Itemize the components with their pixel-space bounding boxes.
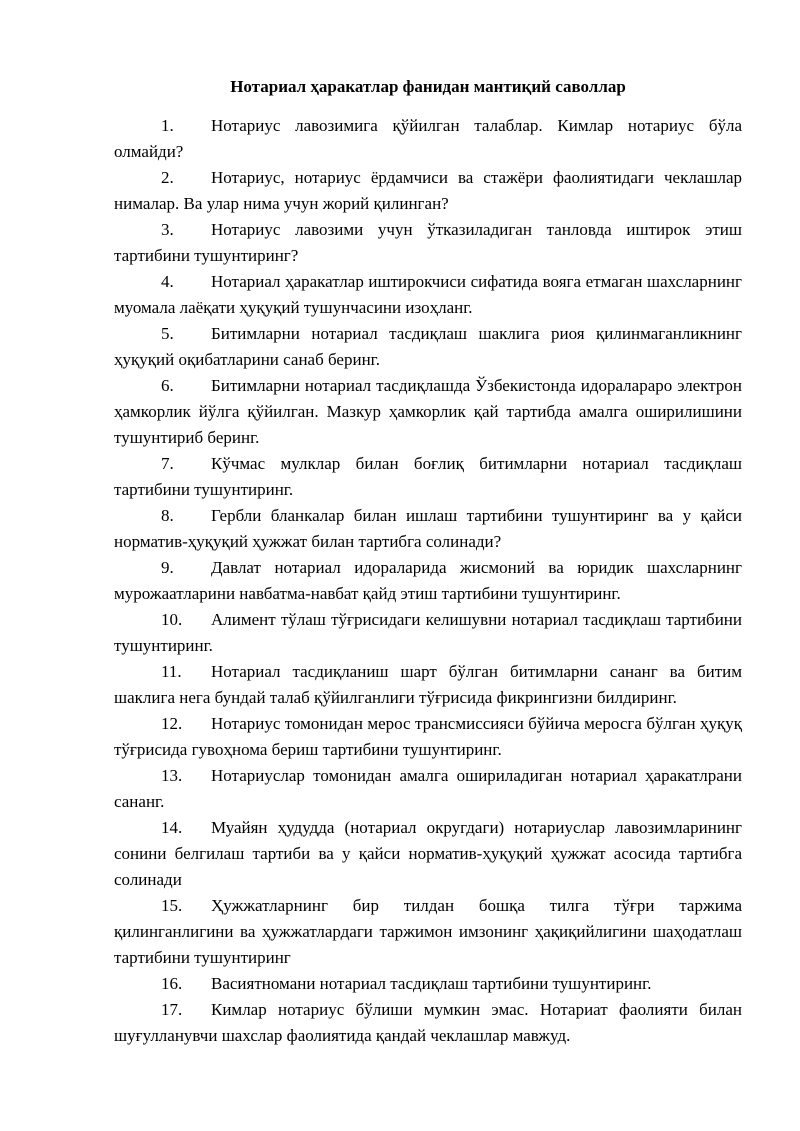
question-number: 9. bbox=[161, 558, 174, 577]
question-text: Нотариус томонидан мерос трансмиссияси бўйича меросга бўлган ҳуқуқ тўғрисида гувоҳнома бериш тартибини тушунтиринг. bbox=[114, 714, 742, 759]
question-item bbox=[114, 711, 742, 763]
question-text: Нотариус лавозимига қўйилган талаблар. Кимлар нотариус бўла олмайди? bbox=[114, 116, 742, 161]
question-number: 16. bbox=[161, 974, 183, 993]
question-item bbox=[114, 607, 742, 659]
question-text: Нотариус, нотариус ёрдамчиси ва стажёри фаолиятидаги чеклашлар нималар. Ва улар нима учун жорий қилинган? bbox=[114, 168, 742, 213]
question-text: Нотариус лавозими учун ўтказиладиган танловда иштирок этиш тартибини тушунтиринг? bbox=[114, 220, 742, 265]
question-item bbox=[114, 815, 742, 893]
question-item bbox=[114, 997, 742, 1049]
question-text: Нотариал ҳаракатлар иштирокчиси сифатида вояга етмаган шахсларнинг муомала лаёқати ҳуқуқий тушунчасини изоҳланг. bbox=[114, 272, 742, 317]
question-text: Битимларни нотариал тасдиқлаш шаклига риоя қилинмаганликнинг ҳуқуқий оқибатларини санаб беринг. bbox=[114, 324, 742, 369]
question-number: 1. bbox=[161, 116, 174, 135]
question-text: Муайян ҳудудда (нотариал округдаги) нотариуслар лавозимларининг сонини белгилаш тартиби ва у қайси норматив-ҳуқуқий ҳужжат асосида тартибга солинади bbox=[114, 818, 742, 889]
question-number: 8. bbox=[161, 506, 174, 525]
document-title: Нотариал ҳаракатлар фанидан мантиқий саволлар bbox=[230, 77, 626, 96]
question-number: 17. bbox=[161, 1000, 183, 1019]
question-number: 5. bbox=[161, 324, 174, 343]
question-item bbox=[114, 269, 742, 321]
question-item bbox=[114, 971, 742, 997]
question-number: 12. bbox=[161, 714, 183, 733]
question-number: 3. bbox=[161, 220, 174, 239]
question-text: Гербли бланкалар билан ишлаш тартибини тушунтиринг ва у қайси норматив-ҳуқуқий ҳужжат билан тартибга солинади? bbox=[114, 506, 742, 551]
question-number: 6. bbox=[161, 376, 174, 395]
question-number: 4. bbox=[161, 272, 174, 291]
question-item bbox=[114, 659, 742, 711]
question-item bbox=[114, 113, 742, 165]
question-item bbox=[114, 451, 742, 503]
question-text: Нотариал тасдиқланиш шарт бўлган битимларни сананг ва битим шаклига нега бундай талаб қўйилганлиги тўғрисида фикрингизни билдиринг. bbox=[114, 662, 742, 707]
question-list bbox=[114, 113, 742, 1049]
question-item bbox=[114, 503, 742, 555]
question-item bbox=[114, 555, 742, 607]
question-text: Кўчмас мулклар билан боғлиқ битимларни нотариал тасдиқлаш тартибини тушунтиринг. bbox=[114, 454, 742, 499]
question-text: Кимлар нотариус бўлиши мумкин эмас. Нотариат фаолияти билан шуғулланувчи шахслар фаолиятида қандай чеклашлар мавжуд. bbox=[114, 1000, 742, 1045]
question-number: 15. bbox=[161, 896, 183, 915]
question-item bbox=[114, 893, 742, 971]
question-text: Нотариуслар томонидан амалга ошириладиган нотариал ҳаракатлрани сананг. bbox=[114, 766, 742, 811]
question-text: Ҳужжатларнинг бир тилдан бошқа тилга тўғри таржима қилинганлигини ва ҳужжатлардаги таржимон имзонинг ҳақиқийлигини шаҳодатлаш тартибини тушунтиринг bbox=[114, 896, 742, 967]
question-item bbox=[114, 373, 742, 451]
question-text: Битимларни нотариал тасдиқлашда Ўзбекистонда идоралараро электрон ҳамкорлик йўлга қўйилган. Мазкур ҳамкорлик қай тартибда амалга оширилишини тушунтириб беринг. bbox=[114, 376, 742, 447]
question-text: Васиятномани нотариал тасдиқлаш тартибини тушунтиринг. bbox=[211, 974, 652, 993]
question-number: 2. bbox=[161, 168, 174, 187]
question-item bbox=[114, 165, 742, 217]
document-body bbox=[114, 74, 742, 1049]
question-item bbox=[114, 321, 742, 373]
question-text: Давлат нотариал идораларида жисмоний ва юридик шахсларнинг мурожаатларини навбатма-навбат қайд этиш тартибини тушунтиринг. bbox=[114, 558, 742, 603]
question-number: 13. bbox=[161, 766, 183, 785]
question-number: 11. bbox=[161, 662, 182, 681]
question-number: 10. bbox=[161, 610, 183, 629]
question-number: 7. bbox=[161, 454, 174, 473]
question-text: Алимент тўлаш тўғрисидаги келишувни нотариал тасдиқлаш тартибини тушунтиринг. bbox=[114, 610, 742, 655]
question-item bbox=[114, 763, 742, 815]
question-number: 14. bbox=[161, 818, 183, 837]
question-item bbox=[114, 217, 742, 269]
